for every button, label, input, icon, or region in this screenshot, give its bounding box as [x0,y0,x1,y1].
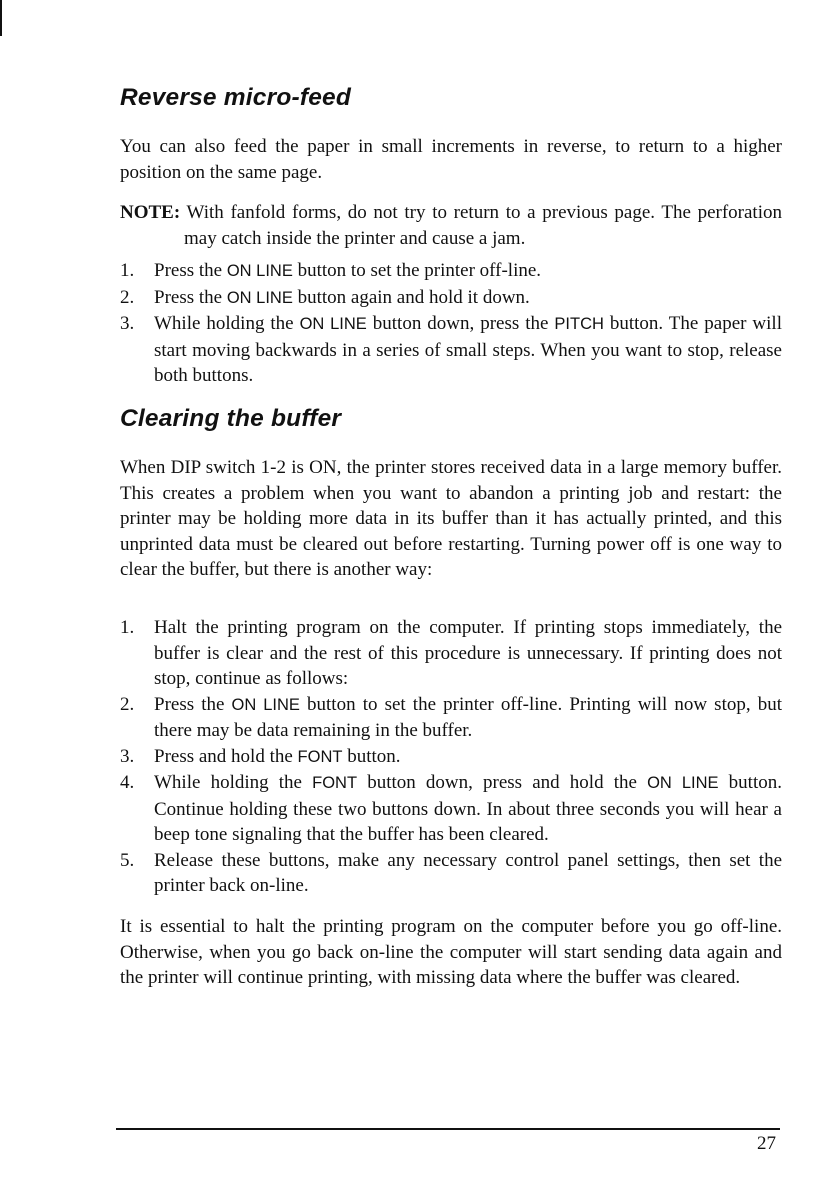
step-text: Press the [154,260,227,281]
step-text: button. Continue holding these two buttons down. In about three seconds you will hear a beep tone signaling that the buffer has been cleared. [154,772,782,845]
step-text: While holding the [154,772,313,793]
step-text: While holding the [154,313,300,334]
button-name: PITCH [554,315,604,333]
list-item [120,285,782,312]
step-text: button to set the printer off-line. [292,260,542,281]
step-text: Press and hold the [154,745,298,767]
button-name: ON LINE [647,774,719,792]
button-name: FONT [312,774,358,792]
step-text: button down, press and hold the [357,772,648,793]
step-text: Press the [154,693,232,715]
button-name: ON LINE [226,262,293,280]
note-label: NOTE: [120,202,181,223]
section-heading-clearing-the-buffer: Clearing the buffer [120,405,342,432]
step-text: button again and hold it down. [292,286,530,308]
button-name: FONT [297,747,343,766]
button-name: ON LINE [231,695,300,714]
list-item [120,848,782,899]
note-text: With fanfold forms, do not try to return to a previous page. The perforation may catch inside the printer and cause a jam. [184,202,782,249]
clear-buffer-steps [120,615,782,899]
step-number: 5. [120,849,135,871]
step-text: Release these buttons, make any necessary control panel settings, then set the printer back on-line. [154,849,782,896]
list-item [120,311,782,389]
footer-rule [116,1128,780,1130]
step-number: 4. [120,772,135,793]
step-text: button down, press the [366,313,555,334]
list-item [120,770,782,848]
section-heading-reverse-micro-feed: Reverse micro-feed [120,84,352,111]
intro-paragraph: You can also feed the paper in small increments in reverse, to return to a higher position on the same page. [120,136,782,183]
margin-mark [0,0,2,36]
step-text: button. The paper will start moving backwards in a series of small steps. When you want to stop, release both buttons. [154,313,782,386]
intro-paragraph: When DIP switch 1-2 is ON, the printer stores received data in a large memory buffer. This creates a problem when you want to abandon a printing job and restart: the printer may be holding more data in its buffer than it has actually printed, and this unprinted data must be cleared out before restarting. Turning power off is one way to clear the buffer, but there is another way: [120,457,782,580]
step-text: button to set the printer off-line. Printing will now stop, but there may be data remaining in the buffer. [154,693,782,741]
button-name: ON LINE [299,315,367,333]
closing-paragraph: It is essential to halt the printing program on the computer before you go off-line. Otherwise, when you go back on-line the computer will start sending data again and the printer will continue printing, with missing data where the buffer was cleared. [120,916,782,988]
step-number: 3. [120,313,135,334]
list-item [120,258,782,285]
step-number: 3. [120,745,135,767]
reverse-feed-steps [120,258,782,389]
step-number: 1. [120,617,135,638]
step-text: Halt the printing program on the computer. If printing stops immediately, the buffer is clear and the rest of this procedure is unnecessary. If printing does not stop, continue as follows: [154,617,782,689]
step-number: 2. [120,693,135,715]
page-number: 27 [757,1133,776,1154]
list-item [120,744,782,771]
step-number: 2. [120,286,135,308]
list-item [120,692,782,744]
note-paragraph [120,200,782,251]
step-text: button. [342,745,401,767]
list-item [120,615,782,692]
step-number: 1. [120,260,135,281]
button-name: ON LINE [226,288,293,307]
step-text: Press the [154,286,227,308]
